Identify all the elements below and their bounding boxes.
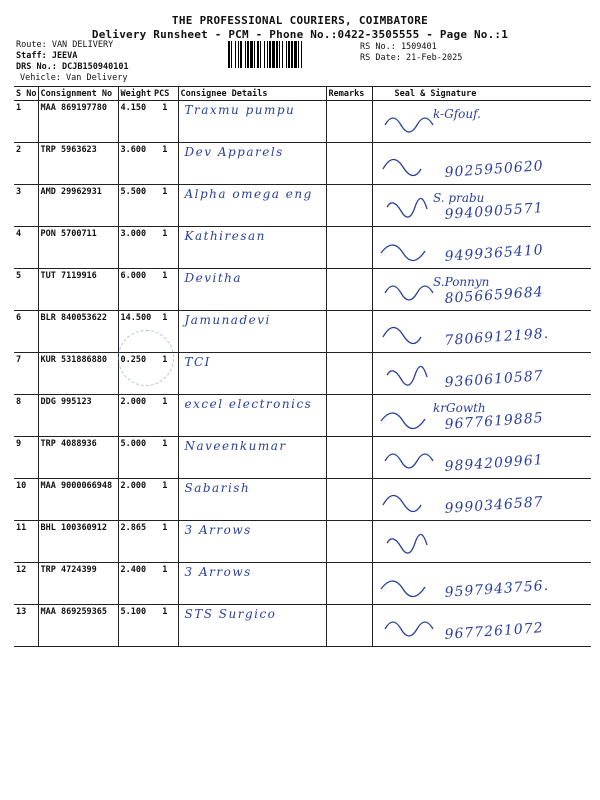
row-consignee: excel electronics [178, 395, 326, 437]
row-seal-signature [372, 227, 591, 269]
signature-phone: 9499365410 [443, 242, 544, 265]
row-consignment: TRP 5963623 [38, 143, 118, 185]
row-seal-signature [372, 311, 591, 353]
row-sno: 10 [14, 479, 38, 521]
row-pcs: 1 [152, 143, 178, 185]
row-seal-signature [372, 521, 591, 563]
rs-info [360, 42, 462, 64]
row-consignment: KUR 531886880 [38, 353, 118, 395]
row-remarks [326, 143, 372, 185]
row-weight: 3.600 [118, 143, 152, 185]
row-pcs: 1 [152, 479, 178, 521]
col-pcs: PCS [152, 87, 178, 101]
row-sno: 9 [14, 437, 38, 479]
row-weight: 3.000 [118, 227, 152, 269]
signature-name: krGowth [432, 401, 486, 415]
row-consignee: Traxmu pumpu [178, 101, 326, 143]
row-consignment: MAA 869259365 [38, 605, 118, 647]
signature-area [375, 271, 590, 308]
signature-stroke [385, 454, 433, 468]
col-remarks: Remarks [326, 87, 372, 101]
signature-area [375, 355, 590, 392]
row-sno: 8 [14, 395, 38, 437]
row-seal-signature [372, 605, 591, 647]
row-consignee: Kathiresan [178, 227, 326, 269]
row-remarks [326, 521, 372, 563]
row-pcs: 1 [152, 563, 178, 605]
handwritten-signature [375, 145, 591, 185]
signature-area [375, 607, 590, 644]
vehicle-label: Vehicle: Van Delivery [20, 73, 128, 83]
row-consignee: TCI [178, 353, 326, 395]
row-sno: 7 [14, 353, 38, 395]
row-pcs: 1 [152, 395, 178, 437]
signature-stroke [387, 366, 427, 385]
row-sno: 2 [14, 143, 38, 185]
row-weight: 14.500 [118, 311, 152, 353]
signature-area [375, 187, 590, 224]
table-row [14, 101, 591, 143]
signature-stroke [383, 495, 421, 511]
signature-stroke [385, 622, 433, 636]
row-consignment: MAA 9000066948 [38, 479, 118, 521]
row-weight: 4.150 [118, 101, 152, 143]
runsheet-subtitle: Delivery Runsheet - PCM - Phone No.:0422-3505555 - Page No.:1 [91, 28, 509, 41]
handwritten-signature [375, 187, 591, 227]
table-header-row [14, 87, 591, 101]
row-consignment: DDG 995123 [38, 395, 118, 437]
rs-date: RS Date: 21-Feb-2025 [360, 53, 463, 63]
row-remarks [326, 185, 372, 227]
table-row [14, 353, 591, 395]
row-consignment: TRP 4088936 [38, 437, 118, 479]
handwritten-signature [375, 355, 591, 395]
row-sno: 13 [14, 605, 38, 647]
signature-area [375, 397, 590, 434]
table-row [14, 311, 591, 353]
row-seal-signature [372, 143, 591, 185]
table-row [14, 269, 591, 311]
row-sno: 5 [14, 269, 38, 311]
row-remarks [326, 605, 372, 647]
signature-stroke [385, 118, 433, 132]
barcode-image [228, 41, 348, 68]
row-consignee: Dev Apparels [178, 143, 326, 185]
row-consignee: STS Surgico [178, 605, 326, 647]
row-consignee: 3 Arrows [178, 563, 326, 605]
handwritten-signature [375, 313, 591, 353]
table-row [14, 227, 591, 269]
signature-phone: 9360610587 [443, 368, 544, 391]
row-pcs: 1 [152, 437, 178, 479]
row-consignee: Alpha omega eng [178, 185, 326, 227]
row-remarks [326, 227, 372, 269]
row-sno: 4 [14, 227, 38, 269]
signature-stroke [383, 159, 421, 175]
row-seal-signature [372, 395, 591, 437]
handwritten-signature [375, 481, 591, 521]
signature-area [375, 565, 590, 602]
row-pcs: 1 [152, 353, 178, 395]
row-remarks [326, 479, 372, 521]
handwritten-signature [375, 607, 591, 647]
row-seal-signature [372, 353, 591, 395]
signature-name: S.Ponnyn [432, 275, 489, 289]
row-sno: 1 [14, 101, 38, 143]
rs-number: RS No.: 1509401 [360, 42, 437, 52]
signature-area [375, 313, 590, 350]
signature-phone: 9894209961 [443, 452, 544, 475]
route-info [16, 40, 129, 84]
row-seal-signature [372, 101, 591, 143]
handwritten-signature [375, 229, 591, 269]
row-remarks [326, 353, 372, 395]
signature-area [375, 145, 590, 182]
signature-stroke [387, 534, 427, 553]
signature-area [375, 523, 590, 560]
handwritten-signature [375, 523, 591, 563]
table-row [14, 521, 591, 563]
faint-stamp [118, 330, 174, 386]
handwritten-signature [375, 271, 591, 311]
row-consignment: TUT 7119916 [38, 269, 118, 311]
row-consignee: Jamunadevi [178, 311, 326, 353]
row-remarks [326, 395, 372, 437]
signature-phone: 9940905571 [443, 200, 544, 223]
row-pcs: 1 [152, 185, 178, 227]
row-sno: 12 [14, 563, 38, 605]
row-weight: 5.000 [118, 437, 152, 479]
row-consignee: Sabarish [178, 479, 326, 521]
row-seal-signature [372, 479, 591, 521]
row-remarks [326, 437, 372, 479]
signature-stroke [385, 286, 433, 300]
row-consignment: BHL 100360912 [38, 521, 118, 563]
col-weight: Weight [118, 87, 152, 101]
table-row [14, 437, 591, 479]
handwritten-signature [375, 565, 591, 605]
row-weight: 2.000 [118, 479, 152, 521]
signature-stroke [381, 413, 425, 429]
signature-area [375, 103, 590, 140]
table-row [14, 605, 591, 647]
signature-phone: 9597943756. [443, 577, 550, 601]
row-pcs: 1 [152, 269, 178, 311]
row-consignment: MAA 869197780 [38, 101, 118, 143]
signature-area [375, 439, 590, 476]
signature-phone: 7806912198. [443, 325, 550, 349]
signature-name: k-Gfouf. [432, 107, 481, 121]
row-consignment: AMD 29962931 [38, 185, 118, 227]
company-title: THE PROFESSIONAL COURIERS, COIMBATORE [171, 14, 429, 27]
row-weight: 2.865 [118, 521, 152, 563]
row-consignee: Devitha [178, 269, 326, 311]
col-consignee: Consignee Details [178, 87, 326, 101]
handwritten-signature [375, 397, 591, 437]
row-weight: 6.000 [118, 269, 152, 311]
table-row [14, 143, 591, 185]
signature-phone: 9677619885 [443, 410, 544, 433]
signature-area [375, 481, 590, 518]
signature-stroke [381, 581, 425, 597]
signature-phone: 9677261072 [443, 620, 544, 643]
signature-name: S. prabu [432, 191, 484, 205]
signature-phone: 9990346587 [443, 494, 544, 517]
row-remarks [326, 311, 372, 353]
row-remarks [326, 563, 372, 605]
row-remarks [326, 101, 372, 143]
table-row [14, 563, 591, 605]
row-consignee: 3 Arrows [178, 521, 326, 563]
row-sno: 11 [14, 521, 38, 563]
row-consignment: BLR 840053622 [38, 311, 118, 353]
signature-area [375, 229, 590, 266]
signature-stroke [381, 245, 425, 261]
col-sno: S No [16, 88, 37, 99]
row-sno: 6 [14, 311, 38, 353]
table-row [14, 479, 591, 521]
row-weight: 5.500 [118, 185, 152, 227]
signature-phone: 8056659684 [443, 284, 544, 307]
route-label: Route: VAN DELIVERY [16, 40, 114, 50]
row-pcs: 1 [152, 101, 178, 143]
drs-number: DRS No.: DCJB150940101 [16, 62, 129, 72]
runsheet-table [14, 86, 591, 647]
table-row [14, 395, 591, 437]
row-pcs: 1 [152, 521, 178, 563]
handwritten-signature [375, 103, 591, 143]
col-seal: Seal & Signature [372, 87, 591, 101]
row-seal-signature [372, 563, 591, 605]
row-remarks [326, 269, 372, 311]
staff-label: Staff: JEEVA [16, 51, 78, 61]
row-consignment: PON 5700711 [38, 227, 118, 269]
row-pcs: 1 [152, 311, 178, 353]
row-weight: 5.100 [118, 605, 152, 647]
table-row [14, 185, 591, 227]
row-weight: 0.250 [118, 353, 152, 395]
row-consignment: TRP 4724399 [38, 563, 118, 605]
signature-phone: 9025950620 [443, 158, 544, 181]
row-weight: 2.400 [118, 563, 152, 605]
row-pcs: 1 [152, 227, 178, 269]
signature-stroke [387, 198, 427, 217]
row-weight: 2.000 [118, 395, 152, 437]
handwritten-signature [375, 439, 591, 479]
col-consignment: Consignment No [38, 87, 118, 101]
signature-stroke [383, 327, 421, 343]
row-consignee: Naveenkumar [178, 437, 326, 479]
row-seal-signature [372, 185, 591, 227]
row-sno: 3 [14, 185, 38, 227]
row-pcs: 1 [152, 605, 178, 647]
row-seal-signature [372, 437, 591, 479]
row-seal-signature [372, 269, 591, 311]
